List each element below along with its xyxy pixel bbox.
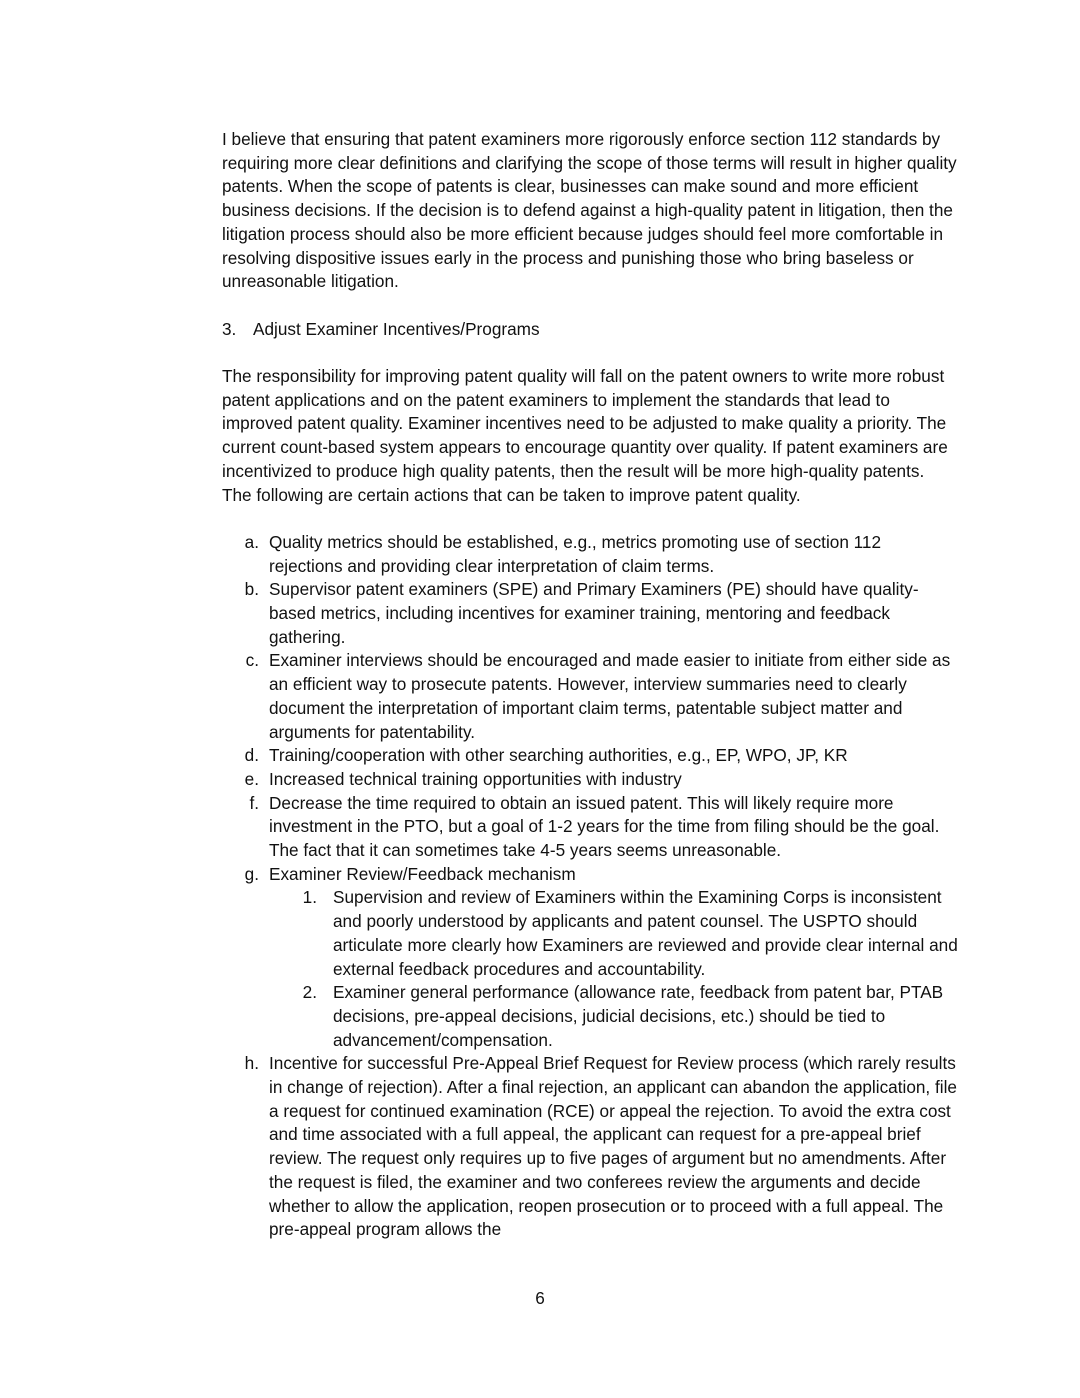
list-marker: c. — [245, 650, 259, 671]
list-marker: a. — [244, 531, 259, 552]
list-item-text: Supervisor patent examiners (SPE) and Primary Examiners (PE) should have quality-based metrics, including incentives for examiner training, mentoring and feedback gathering. — [269, 579, 919, 647]
sublist-item — [269, 981, 958, 1052]
list-item-text: Decrease the time required to obtain an issued patent. This will likely require more investment in the PTO, but a goal of 1-2 years for the time from filing should be the goal. The fact that it can sometimes take 4-5 years seems unreasonable. — [269, 792, 940, 861]
list-item — [222, 768, 958, 792]
paragraph-responsibility: The responsibility for improving patent quality will fall on the patent owners to write more robust patent applications and on the patent examiners to implement the standards that lead to improved patent quality. Examiner incentives need to be adjusted to make quality a priority. The current count-based system appears to encourage quantity over quality. If patent examiners are incentivized to produce high quality patents, then the result will be more high-quality patents. The following are certain actions that can be taken to improve patent quality. — [222, 366, 948, 505]
list-item-text: Incentive for successful Pre-Appeal Brief Request for Review process (which rarely results in change of rejection). After a final rejection, an applicant can abandon the application, file a request for continued examination (RCE) or appeal the rejection. To avoid the extra cost and time associated with a full appeal, the applicant can request for a pre-appeal brief review. The request only requires up to five pages of argument but no amendments. After the request is filed, the examiner and two conferees review the arguments and decide whether to allow the application, reopen prosecution or to proceed with a full appeal. The pre-appeal program allows the — [269, 1053, 957, 1240]
action-list — [222, 531, 958, 1242]
list-marker: f. — [249, 792, 259, 813]
list-marker: e. — [244, 768, 259, 789]
list-item — [222, 578, 958, 649]
feedback-sublist — [269, 886, 958, 1052]
list-item-body — [269, 863, 958, 1053]
list-item — [222, 792, 958, 863]
section-number: 3. — [222, 318, 237, 339]
list-item — [222, 863, 958, 1053]
section-heading — [222, 318, 958, 342]
list-item — [222, 649, 958, 744]
section-title: Adjust Examiner Incentives/Programs — [253, 318, 540, 339]
list-item — [222, 531, 958, 578]
list-item-text: Training/cooperation with other searching authorities, e.g., EP, WPO, JP, KR — [269, 745, 848, 766]
sublist-item-text: Supervision and review of Examiners within the Examining Corps is inconsistent and poorly understood by applicants and patent counsel. The USPTO should articulate more clearly how Examiners are reviewed and provide clear internal and external feedback procedures and accountability. — [333, 887, 958, 979]
list-item-text: Examiner interviews should be encouraged and made easier to initiate from either side as an efficient way to prosecute patents. However, interview summaries need to clearly document the interpretation of important claim terms, patentable subject matter and arguments for patentability. — [269, 650, 951, 742]
list-marker: g. — [244, 863, 259, 884]
sublist-item — [269, 886, 958, 981]
sublist-marker: 2. — [302, 982, 317, 1003]
list-item — [222, 1052, 958, 1242]
sublist-marker: 1. — [302, 887, 317, 908]
list-item-text: Quality metrics should be established, e.g., metrics promoting use of section 112 rejections and providing clear interpretation of claim terms. — [269, 531, 882, 576]
list-marker: d. — [244, 745, 259, 766]
sublist-item-text: Examiner general performance (allowance rate, feedback from patent bar, PTAB decisions, pre-appeal decisions, judicial decisions, etc.) should be tied to advancement/compensation. — [333, 982, 944, 1050]
paragraph-section-112: I believe that ensuring that patent examiners more rigorously enforce section 112 standards by requiring more clear definitions and clarifying the scope of those terms will result in higher quality patents. When the scope of patents is clear, businesses can make sound and more efficient business decisions. If the decision is to defend against a high-quality patent in litigation, then the litigation process should also be more efficient because judges should feel more comfortable in resolving dispositive issues early in the process and punishing those who bring baseless or unreasonable litigation. — [222, 129, 957, 292]
list-item-text: Examiner Review/Feedback mechanism — [269, 863, 576, 884]
list-marker: b. — [244, 579, 259, 600]
list-marker: h. — [244, 1053, 259, 1074]
page-content — [222, 128, 958, 1242]
page-number: 6 — [535, 1288, 545, 1308]
list-item — [222, 744, 958, 768]
list-item-text: Increased technical training opportunities with industry — [269, 768, 682, 789]
